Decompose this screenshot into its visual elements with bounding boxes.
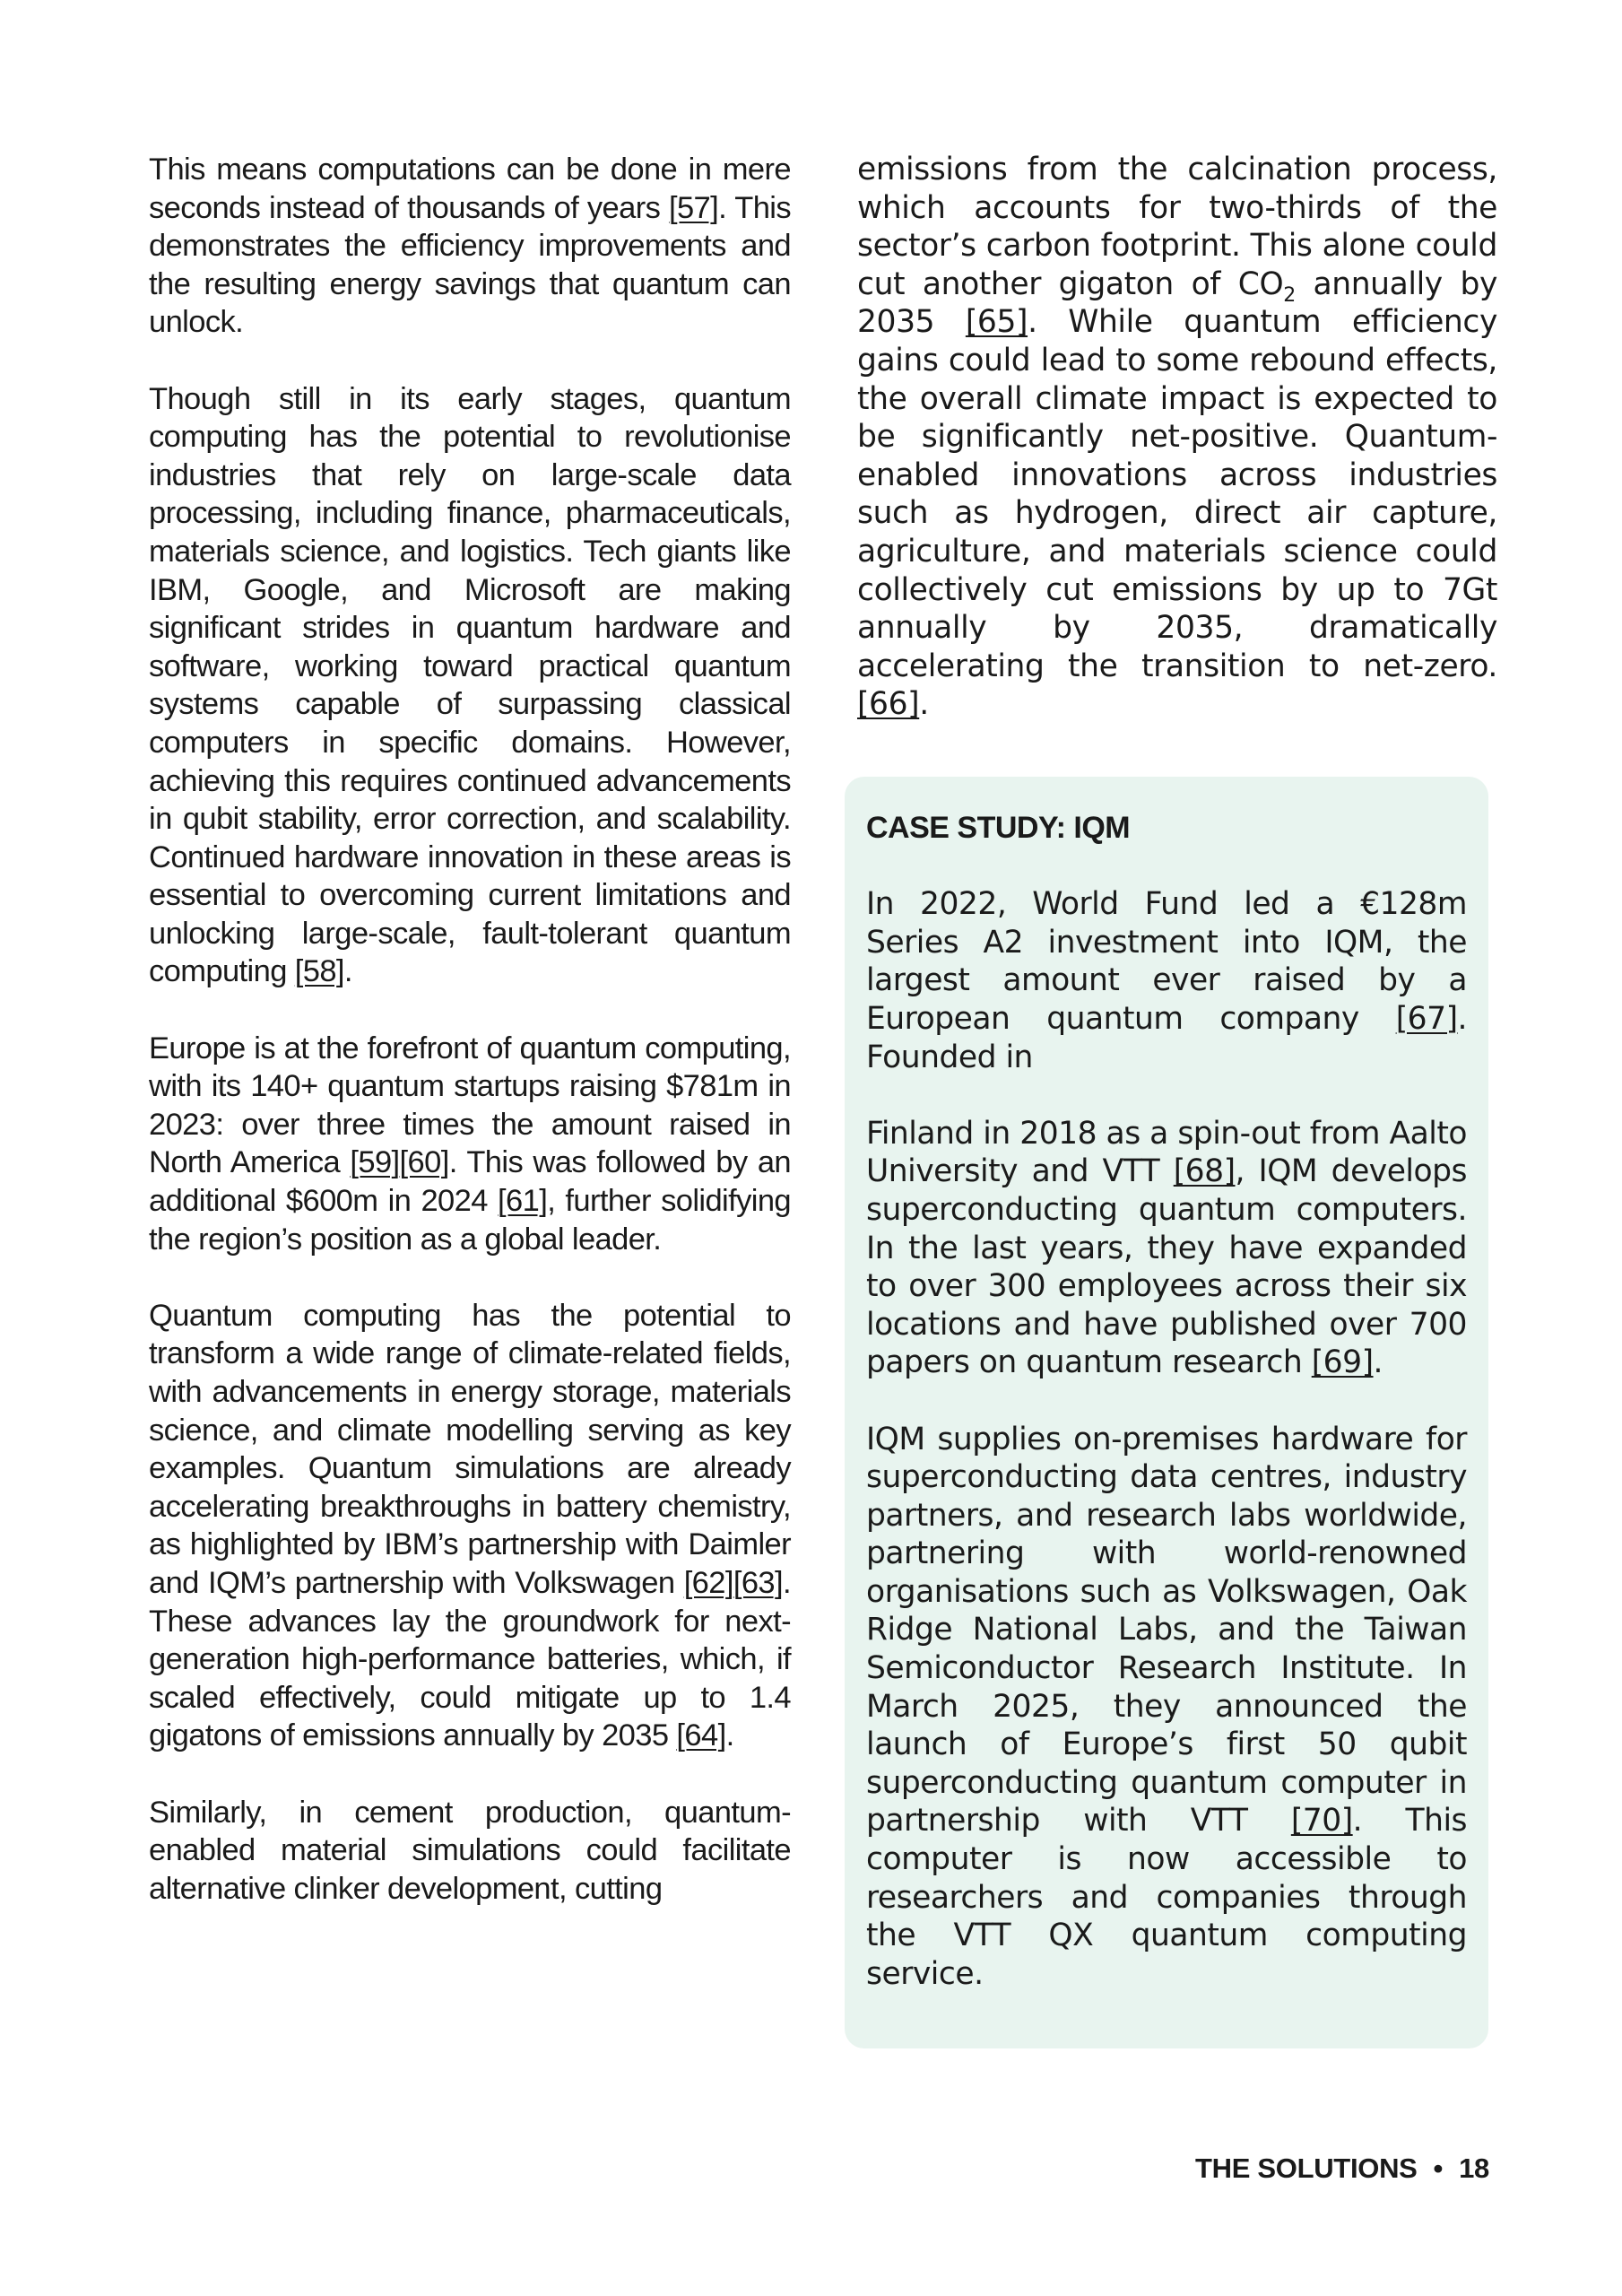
paragraph-text: Though still in its early stages, quantum computing has the potential to revolutionise industries that rely on large-scale data processing, including finance, pharmaceuticals, materials science, and logistics. Tech giants like IBM, Google, and Microsoft are making significant strides in quantum hardware and software, working toward practical quantum systems capable of surpassing classical computers in specific domains. However, achieving this requires continued advancements in qubit stability, error correction, and scalability. Continued hardware innovation in these areas is essential to overcoming current limitations and unlocking large-scale, fault-tolerant quantum computing [149, 381, 791, 989]
paragraph-climate-fields [149, 1297, 791, 1755]
paragraph-text: emissions from the calcination process, which accounts for two-thirds of the sector’s carbon footprint. This alone could cut another gigaton of CO [857, 152, 1497, 302]
citation-link-68[interactable]: [68] [1173, 1153, 1236, 1190]
paragraph-text: . This computer is now accessible to researchers and companies through the VTT QX quantum computing service. [866, 1803, 1467, 1992]
citation-link-69[interactable]: [69] [1311, 1344, 1374, 1381]
paragraph-text: . [343, 954, 352, 989]
paragraph-text: . This was followed by an additional $600m in 2024 [149, 1145, 792, 1219]
citation-link-70[interactable]: [70] [1290, 1803, 1353, 1839]
citation-link-63[interactable]: [63] [733, 1565, 783, 1600]
paragraph-text: . [919, 686, 929, 723]
footer-section-title: THE SOLUTIONS [1194, 2152, 1418, 2184]
citation-link-64[interactable]: [64] [676, 1718, 726, 1753]
paragraph-text: In 2022, World Fund led a €128m Series A2 investment into IQM, the largest amount ever raised by a European quantum company [866, 886, 1467, 1037]
citation-link-66[interactable]: [66] [857, 686, 920, 723]
paragraph-text: , further solidifying the region’s position as a global leader. [149, 1184, 791, 1257]
citation-link-61[interactable]: [61] [498, 1184, 548, 1219]
citation-link-60[interactable]: [60] [399, 1145, 449, 1180]
subscript-two: 2 [1283, 283, 1296, 307]
left-column [149, 151, 791, 1908]
paragraph-computation-speed [149, 151, 791, 342]
paragraph-text: IQM supplies on-premises hardware for superconducting data centres, industry partners, and research labs worldwide, partnering with world-renowned organisations such as Volkswagen, Oak Ridge National Labs, and the Taiwan Semiconductor Research Institute. In March 2025, they announced the launch of Europe’s first 50 qubit superconducting quantum computer in partnership with VTT [866, 1421, 1467, 1839]
paragraph-early-stages [149, 380, 791, 992]
paragraph-text: Quantum computing has the potential to transform a wide range of climate-related fields, with advancements in energy storage, materials science, and climate modelling serving as key examples. Quantum simulations are already accelerating breakthroughs in battery chemistry, as highlighted by IBM’s partnership with Daimler and IQM’s partnership with Volkswagen [149, 1298, 791, 1600]
case-study-box [845, 777, 1488, 2048]
citation-link-67[interactable]: [67] [1395, 1000, 1458, 1037]
paragraph-europe-forefront [149, 1030, 791, 1259]
paragraph-text: . [725, 1718, 734, 1753]
right-column [857, 151, 1497, 724]
citation-link-62[interactable]: [62] [683, 1565, 733, 1600]
case-study-paragraph-founding [866, 1115, 1467, 1382]
paragraph-text: . While quantum efficiency gains could lead to some rebound effects, the overall climate impact is expected to be significantly net-positive. Quantum-enabled innovations across industries such as hydrogen, direct air capture, agriculture, and materials science could collectively cut emissions by up to 7Gt annually by 2035, dramatically accelerating the transition to net-zero. [857, 304, 1497, 684]
paragraph-text: . These advances lay the groundwork for next-generation high-performance batteries, which, if scaled effectively, could mitigate up to 1.4 gigatons of emissions annually by 2035 [149, 1565, 791, 1753]
case-study-paragraph-hardware [866, 1421, 1467, 1994]
case-study-paragraph-investment [866, 885, 1467, 1076]
page-number: 18 [1459, 2152, 1489, 2184]
citation-link-59[interactable]: [59] [350, 1145, 400, 1180]
page-footer [1195, 2152, 1489, 2185]
paragraph-text: , IQM develops superconducting quantum computers. In the last years, they have expanded to over 300 employees across their six locations and have published over 700 papers on quantum research [866, 1153, 1467, 1381]
paragraph-text: Europe is at the forefront of quantum computing, with its 140+ quantum startups raising $781m in 2023: over three times the amount raised in North America [149, 1031, 791, 1180]
paragraph-text: annually by 2035 [857, 265, 1497, 341]
paragraph-text: . Founded in [866, 1000, 1467, 1075]
citation-link-57[interactable]: [57] [668, 190, 719, 225]
paragraph-calcination-emissions [857, 151, 1497, 724]
paragraph-text: This means computations can be done in mere seconds instead of thousands of years [149, 152, 791, 225]
paragraph-text: . This demonstrates the efficiency improvements and the resulting energy savings that quantum can unlock. [149, 190, 791, 340]
paragraph-text: . [1373, 1344, 1383, 1381]
footer-separator: • [1433, 2152, 1444, 2184]
paragraph-text: Similarly, in cement production, quantum-enabled material simulations could facilitate alternative clinker development, cutting [149, 1795, 791, 1906]
case-study-title: CASE STUDY: IQM [866, 811, 1131, 845]
citation-link-65[interactable]: [65] [965, 304, 1028, 341]
paragraph-text: Finland in 2018 as a spin-out from Aalto University and VTT [866, 1115, 1467, 1190]
paragraph-cement-production [149, 1794, 791, 1909]
citation-link-58[interactable]: [58] [294, 954, 344, 989]
